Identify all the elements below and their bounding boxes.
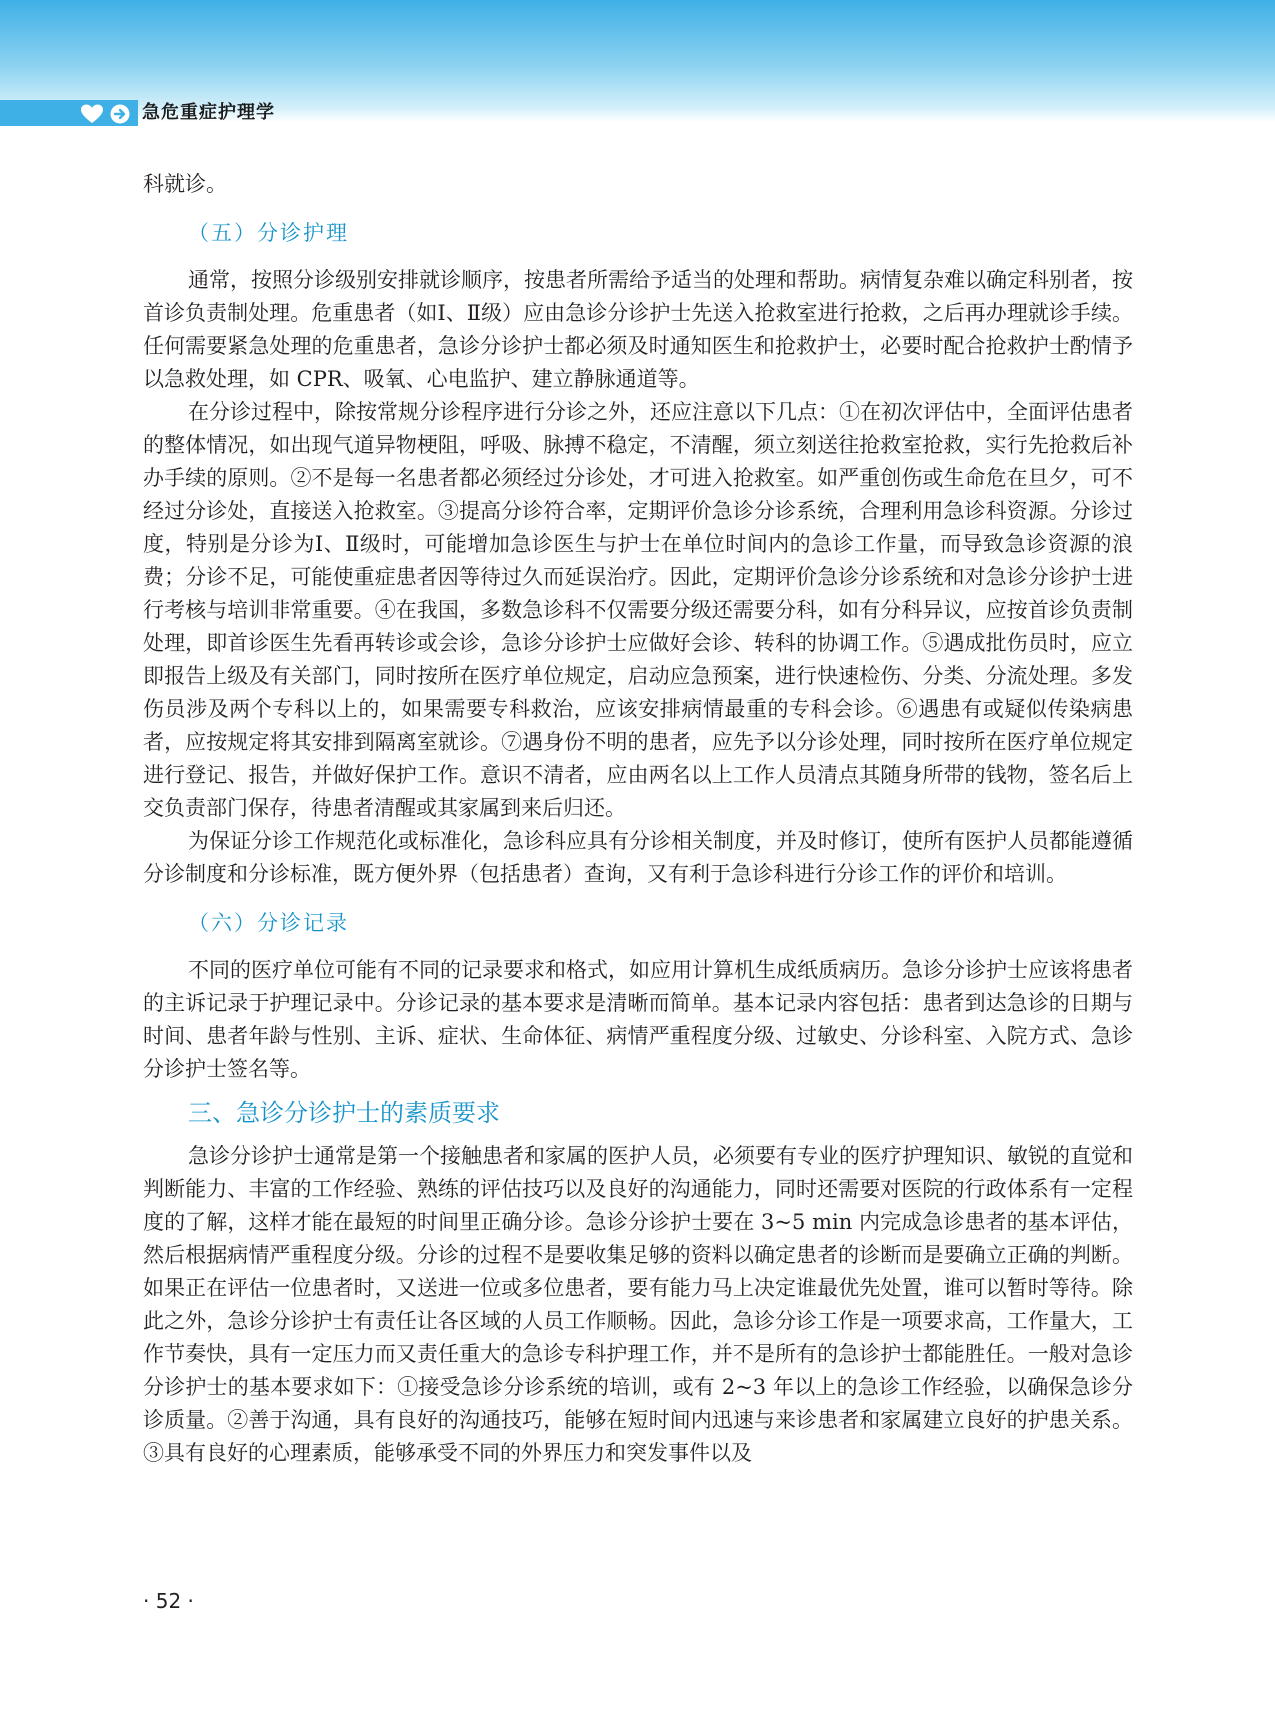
paragraph: 不同的医疗单位可能有不同的记录要求和格式，如应用计算机生成纸质病历。急诊分诊护士应该将患者的主诉记录于护理记录中。分诊记录的基本要求是清晰而简单。基本记录内容包括：患者到达急诊的日期与时间、患者年龄与性别、主诉、症状、生命体征、病情严重程度分级、过敏史、分诊科室、入院方式、急诊分诊护士签名等。 [143,958,1133,1081]
header-tab [0,100,138,126]
paragraph: 通常，按照分诊级别安排就诊顺序，按患者所需给予适当的处理和帮助。病情复杂难以确定科别者，按首诊负责制处理。危重患者（如Ⅰ、Ⅱ级）应由急诊分诊护士先送入抢救室进行抢救，之后再办理就诊手续。任何需要紧急处理的危重患者，急诊分诊护士都必须及时通知医生和抢救护士，必要时配合抢救护士酌情予以急救处理，如 CPR、吸氧、心电监护、建立静脉通道等。 [143,268,1133,391]
section-heading: 三、急诊分诊护士的素质要求 [188,1099,500,1127]
paragraph: 为保证分诊工作规范化或标准化，急诊科应具有分诊相关制度，并及时修订，使所有医护人员都能遵循分诊制度和分诊标准，既方便外界（包括患者）查询，又有利于急诊科进行分诊工作的评价和培训。 [143,829,1133,886]
running-header [0,100,1275,126]
page-content [143,168,1133,1470]
paragraph: 急诊分诊护士通常是第一个接触患者和家属的医护人员，必须要有专业的医疗护理知识、敏锐的直觉和判断能力、丰富的工作经验、熟练的评估技巧以及良好的沟通能力，同时还需要对医院的行政体系有一定程度的了解，这样才能在最短的时间里正确分诊。急诊分诊护士要在 3~5 min 内完成急诊患者的基本评估，然后根据病情严重程度分级。分诊的过程不是要收集足够的资料以确定患者的诊断而是要确立正确的判断。如果正在评估一位患者时，又送进一位或多位患者，要有能力马上决定谁最优先处置，谁可以暂时等待。除此之外，急诊分诊护士有责任让各区域的人员工作顺畅。因此，急诊分诊工作是一项要求高，工作量大，工作节奏快，具有一定压力而又责任重大的急诊专科护理工作，并不是所有的急诊护士都能胜任。一般对急诊分诊护士的基本要求如下：①接受急诊分诊系统的培训，或有 2~3 年以上的急诊工作经验，以确保急诊分诊质量。②善于沟通，具有良好的沟通技巧，能够在短时间内迅速与来诊患者和家属建立良好的护患关系。③具有良好的心理素质，能够承受不同的外界压力和突发事件以及 [143,1144,1133,1465]
heart-icon [80,104,104,124]
subheading-triage-record: （六）分诊记录 [188,911,349,935]
page-number: · 52 · [143,1589,194,1613]
continuation-text: 科就诊。 [143,172,227,196]
book-title: 急危重症护理学 [142,102,275,123]
subheading-triage-care: （五）分诊护理 [188,221,349,245]
paragraph: 在分诊过程中，除按常规分诊程序进行分诊之外，还应注意以下几点：①在初次评估中，全面评估患者的整体情况，如出现气道异物梗阻，呼吸、脉搏不稳定，不清醒，须立刻送往抢救室抢救，实行先抢救后补办手续的原则。②不是每一名患者都必须经过分诊处，才可进入抢救室。如严重创伤或生命危在旦夕，可不经过分诊处，直接送入抢救室。③提高分诊符合率，定期评价急诊分诊系统，合理利用急诊科资源。分诊过度，特别是分诊为Ⅰ、Ⅱ级时，可能增加急诊医生与护士在单位时间内的急诊工作量，而导致急诊资源的浪费；分诊不足，可能使重症患者因等待过久而延误治疗。因此，定期评价急诊分诊系统和对急诊分诊护士进行考核与培训非常重要。④在我国，多数急诊科不仅需要分级还需要分科，如有分科异议，应按首诊负责制处理，即首诊医生先看再转诊或会诊，急诊分诊护士应做好会诊、转科的协调工作。⑤遇成批伤员时，应立即报告上级及有关部门，同时按所在医疗单位规定，启动应急预案，进行快速检伤、分类、分流处理。多发伤员涉及两个专科以上的，如果需要专科救治，应该安排病情最重的专科会诊。⑥遇患有或疑似传染病患者，应按规定将其安排到隔离室就诊。⑦遇身份不明的患者，应先予以分诊处理，同时按所在医疗单位规定进行登记、报告，并做好保护工作。意识不清者，应由两名以上工作人员清点其随身所带的钱物，签名后上交负责部门保存，待患者清醒或其家属到来后归还。 [143,400,1133,820]
arrow-right-circle-icon [110,104,130,124]
